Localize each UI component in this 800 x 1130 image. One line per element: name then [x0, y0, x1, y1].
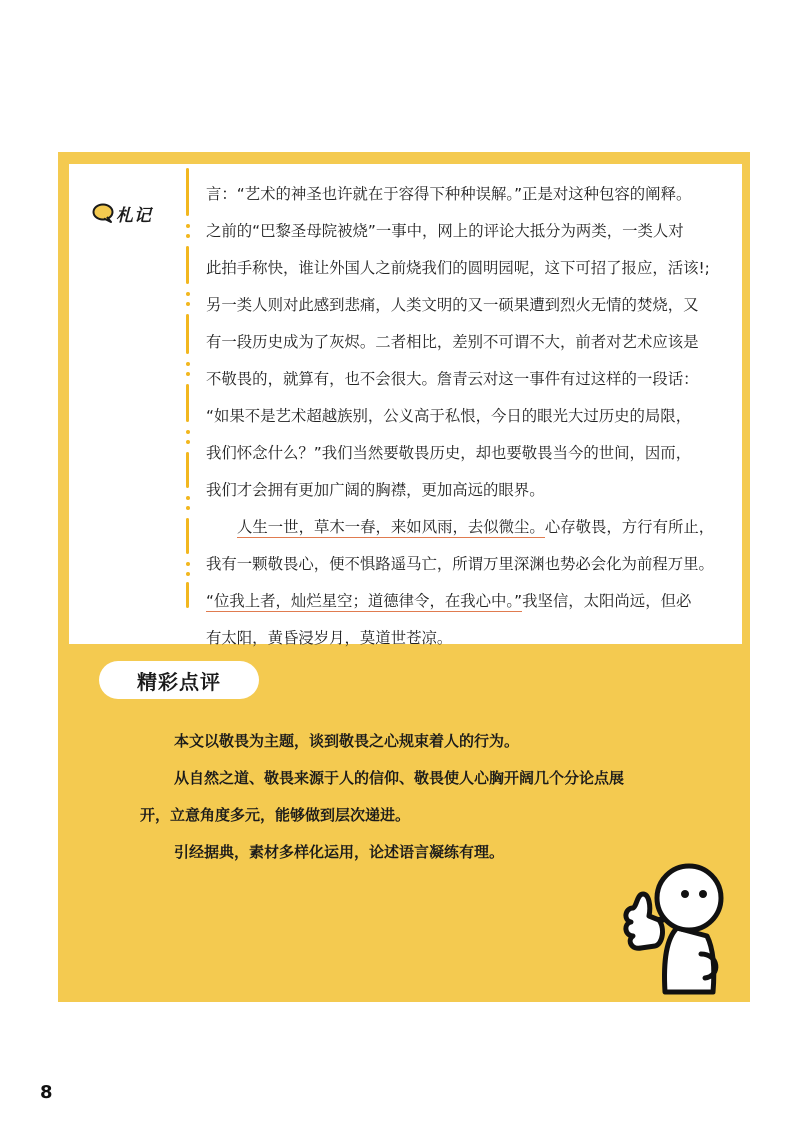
review-line: 从自然之道、敬畏来源于人的信仰、敬畏使人心胸开阔几个分论点展: [174, 769, 625, 787]
underlined-quote: 人生一世，草木一春，来如风雨，去似微尘。: [237, 518, 545, 536]
essay-text: [206, 176, 736, 657]
review-line: 本文以敬畏为主题，谈到敬畏之心规束着人的行为。: [174, 732, 520, 750]
essay-line: 此拍手称快，谁让外国人之前烧我们的圆明园呢，这下可招了报应，活该!;: [206, 259, 710, 277]
speech-bubble-icon: [92, 203, 114, 223]
note-label-text: 札记: [116, 205, 152, 226]
page-number: 8: [40, 1082, 53, 1103]
review-line: 开，立意角度多元，能够做到层次递进。: [140, 806, 411, 824]
closing-line: [206, 509, 736, 546]
review-text: [140, 723, 720, 871]
essay-line: 有一段历史成为了灰烬。二者相比，差别不可谓不大，前者对艺术应该是: [206, 333, 699, 351]
essay-line: 之前的“巴黎圣母院被烧”一事中，网上的评论大抵分为两类，一类人对: [206, 222, 684, 240]
review-title: 精彩点评: [99, 661, 259, 699]
essay-line: 言：“艺术的神圣也许就在于容得下种种误解。”正是对这种包容的阐释。: [206, 185, 692, 203]
closing-line: [206, 583, 736, 620]
essay-line: “如果不是艺术超越族别，公义高于私恨，今日的眼光大过历史的局限，: [206, 407, 692, 425]
closing-text: 心存敬畏，方行有所止，: [544, 518, 715, 536]
closing-line: 有太阳，黄昏浸岁月，莫道世苍凉。: [206, 629, 453, 647]
closing-line: 我有一颗敬畏心，便不惧路遥马亡，所谓万里深渊也势必会化为前程万里。: [206, 555, 714, 573]
essay-line: 不敬畏的，就算有，也不会很大。詹青云对这一事件有过这样的一段话：: [206, 370, 699, 388]
margin-decoration: [186, 168, 190, 608]
essay-line: 我们怀念什么？”我们当然要敬畏历史，却也要敬畏当今的世间，因而，: [206, 444, 692, 462]
closing-text: 我坚信，太阳尚远，但必: [522, 592, 692, 610]
underlined-quote: “位我上者，灿烂星空；道德律令，在我心中。”: [206, 592, 523, 610]
essay-line: 另一类人则对此感到悲痛，人类文明的又一硕果遭到烈火无情的焚烧，又: [206, 296, 699, 314]
essay-line: 我们才会拥有更加广阔的胸襟，更加高远的眼界。: [206, 481, 545, 499]
note-label: [92, 200, 152, 226]
review-line: 引经据典，素材多样化运用，论述语言凝练有理。: [174, 843, 505, 861]
thumbs-up-mascot-icon: [615, 858, 745, 998]
